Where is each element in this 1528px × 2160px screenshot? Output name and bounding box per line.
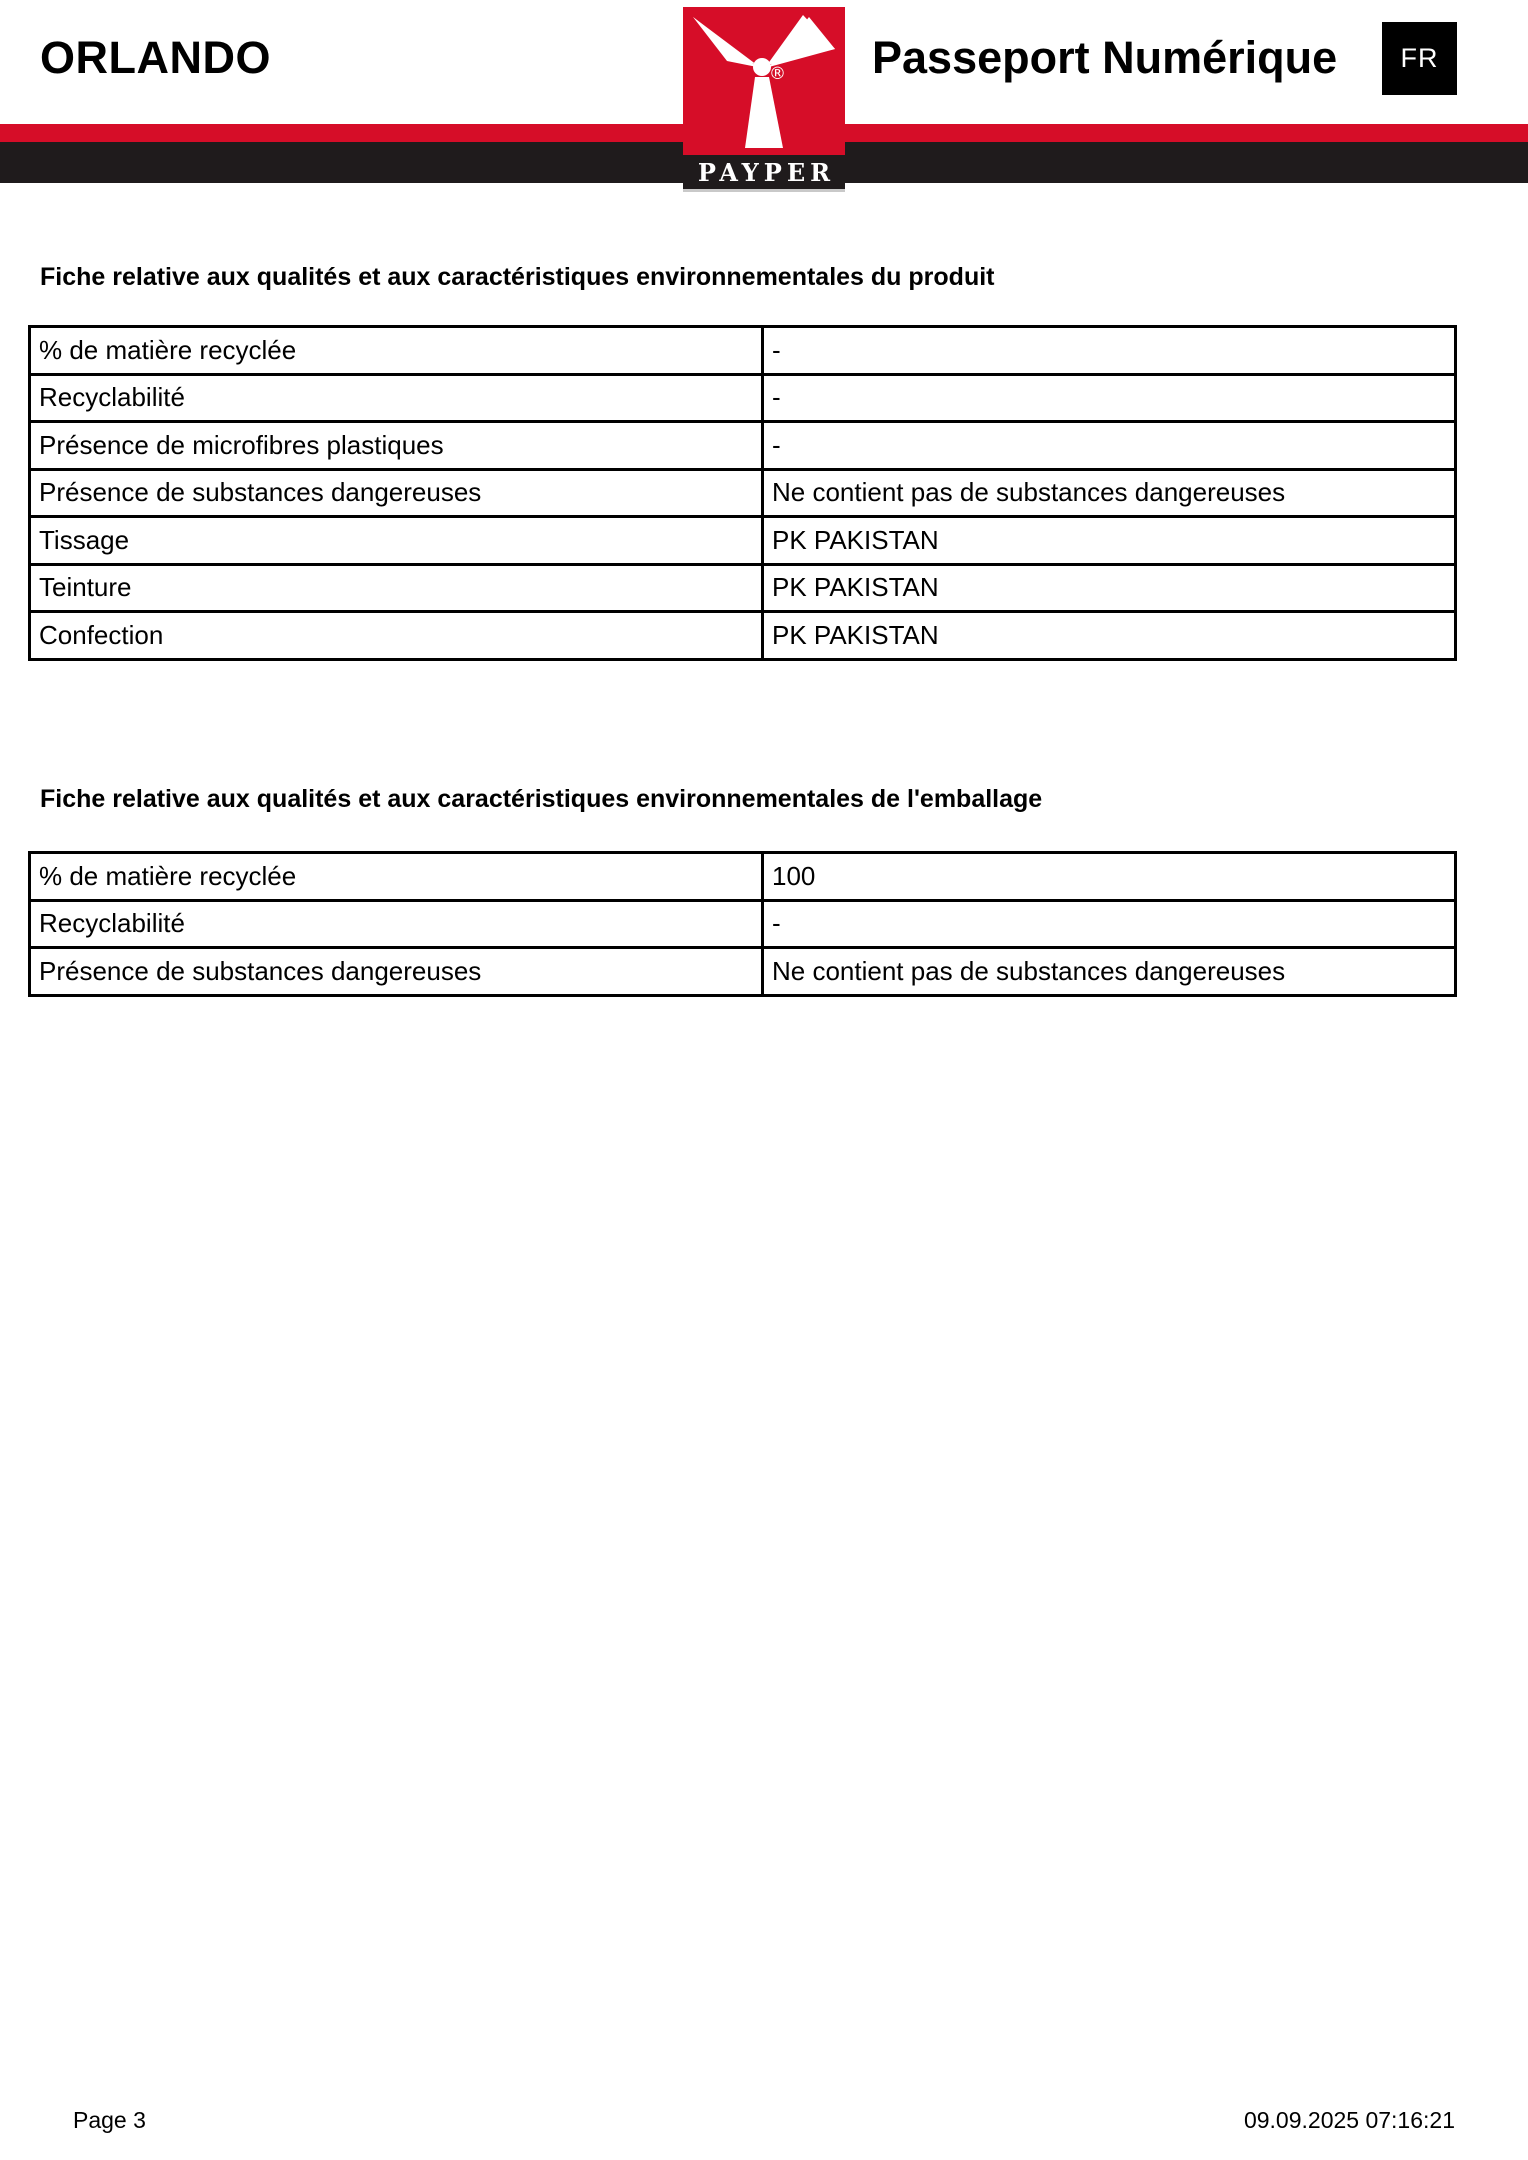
table-body [30,853,1456,996]
table-row [30,612,1456,660]
section-title-packaging: Fiche relative aux qualités et aux caractéristiques environnementales de l'emballage [40,785,1043,813]
page-number: Page 3 [73,2107,146,2133]
timestamp: 09.09.2025 07:16:21 [1243,2107,1455,2133]
table-row [30,853,1456,901]
row-label: Recyclabilité [30,900,763,948]
row-label: Teinture [30,564,763,612]
row-value: Ne contient pas de substances dangereuses [763,469,1456,517]
table-row [30,948,1456,996]
product-name: ORLANDO [40,32,271,83]
packaging-environment-table [28,851,1457,997]
row-value: - [763,374,1456,422]
row-label: Présence de substances dangereuses [30,948,763,996]
row-value: 100 [763,853,1456,901]
row-value: Ne contient pas de substances dangereuses [763,948,1456,996]
row-value: PK PAKISTAN [763,612,1456,660]
payper-logo-emblem [683,7,845,155]
table-row [30,327,1456,375]
table-row [30,564,1456,612]
payper-logo [683,7,845,195]
row-label: Tissage [30,517,763,565]
page-footer [73,2106,1455,2134]
row-label: Confection [30,612,763,660]
page-title: Passeport Numérique [872,32,1338,83]
product-environment-table [28,325,1457,661]
row-label: % de matière recyclée [30,327,763,375]
row-value: PK PAKISTAN [763,564,1456,612]
section-title-product: Fiche relative aux qualités et aux caractéristiques environnementales du produit [40,263,995,291]
language-badge: FR [1382,22,1457,95]
payper-wordmark: PAYPER [683,155,845,192]
row-value: PK PAKISTAN [763,517,1456,565]
row-value: - [763,422,1456,470]
payper-bow-icon [683,7,845,155]
table-row [30,517,1456,565]
row-label: Recyclabilité [30,374,763,422]
row-value: - [763,327,1456,375]
table-row [30,469,1456,517]
row-label: % de matière recyclée [30,853,763,901]
row-label: Présence de microfibres plastiques [30,422,763,470]
table-row [30,374,1456,422]
table-row [30,422,1456,470]
table-row [30,900,1456,948]
row-label: Présence de substances dangereuses [30,469,763,517]
table-body [30,327,1456,660]
row-value: - [763,900,1456,948]
registered-mark: ® [769,64,786,84]
